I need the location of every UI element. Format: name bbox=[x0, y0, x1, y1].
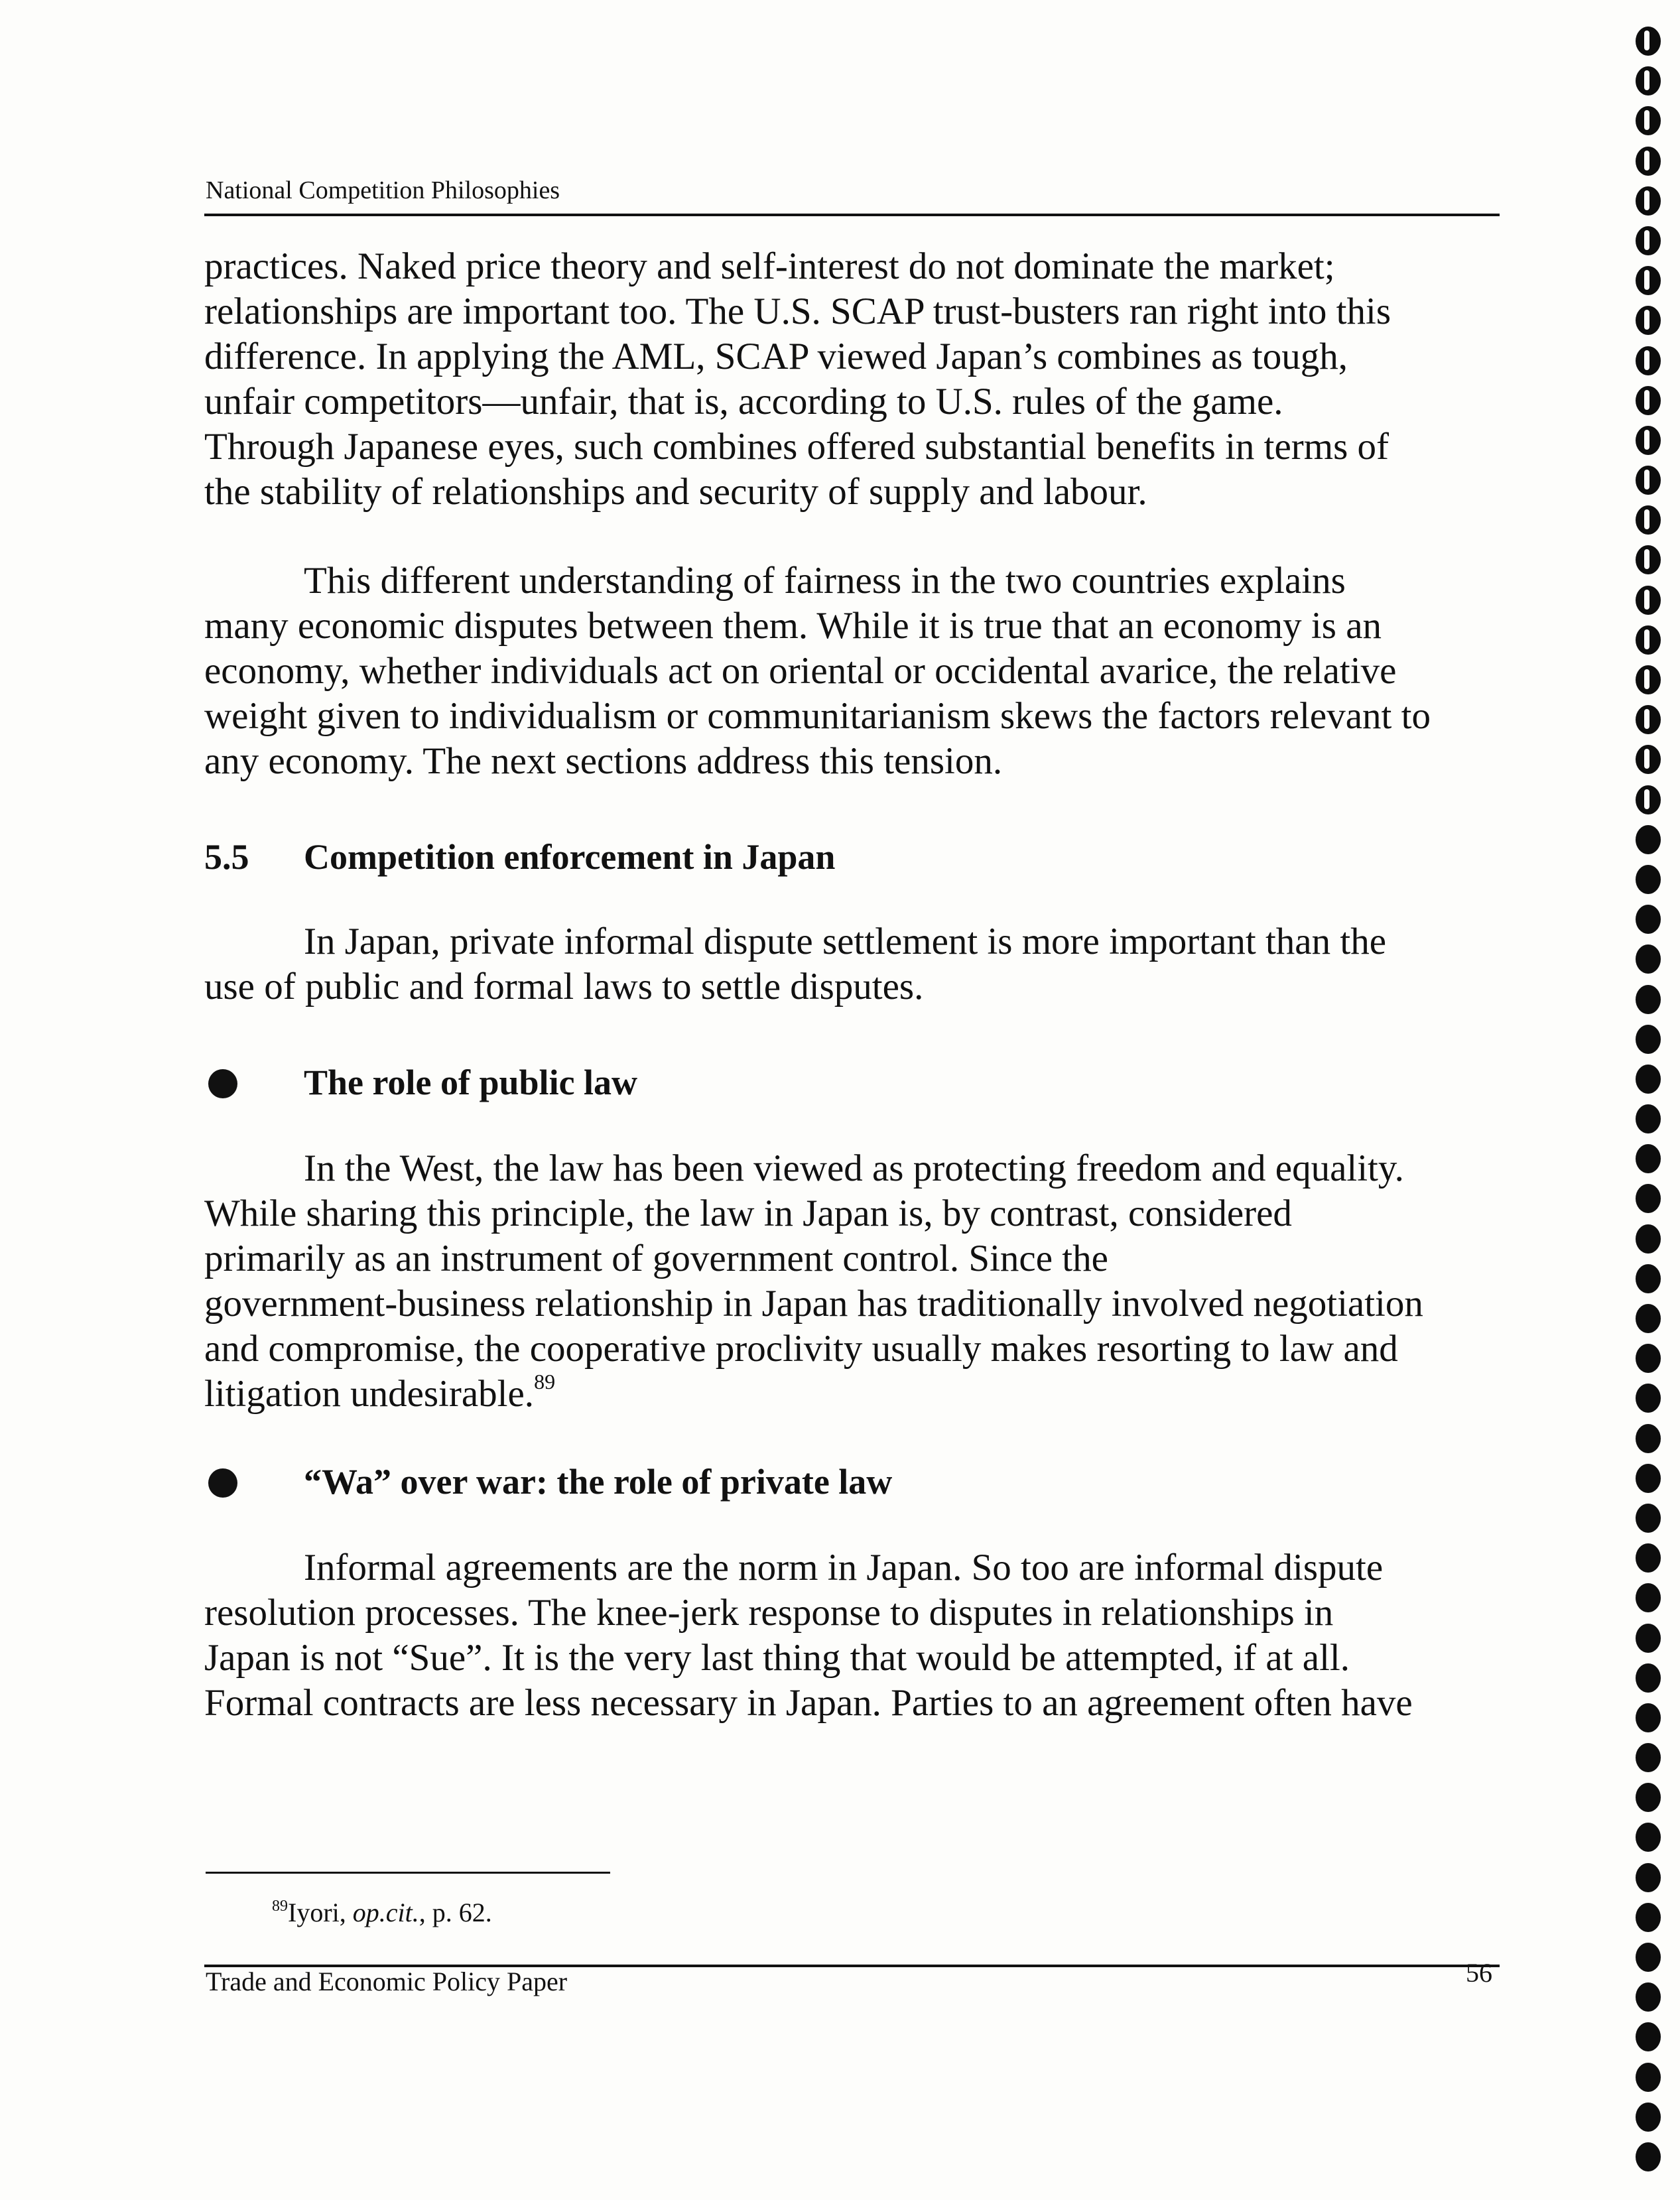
binding-hole bbox=[1636, 825, 1661, 854]
paragraph-1 bbox=[204, 244, 1504, 515]
binding-hole bbox=[1636, 1663, 1661, 1693]
bullet-icon bbox=[208, 1468, 237, 1498]
binding-hole bbox=[1636, 1624, 1661, 1653]
paragraph-line: economy, whether individuals act on oriental or occidental avarice, the relative bbox=[204, 650, 1397, 692]
section-title: Competition enforcement in Japan bbox=[304, 837, 836, 877]
paragraph-line: government-business relationship in Japan has traditionally involved negotiation bbox=[204, 1283, 1423, 1325]
footnote-number: 89 bbox=[272, 1898, 288, 1915]
paragraph-line: This different understanding of fairness in the two countries explains bbox=[304, 560, 1346, 602]
footnote-source: op.cit. bbox=[352, 1898, 419, 1927]
paragraph-line: practices. Naked price theory and self-interest do not dominate the market; bbox=[204, 245, 1335, 287]
footnote-author: Iyori, bbox=[288, 1898, 353, 1927]
paragraph-line: resolution processes. The knee-jerk response to disputes in relationships in bbox=[204, 1592, 1334, 1634]
paragraph-line: use of public and formal laws to settle disputes. bbox=[204, 966, 924, 1007]
binding-hole bbox=[1636, 665, 1661, 694]
paragraph-block-4 bbox=[204, 1146, 1504, 1417]
paragraph-line: While sharing this principle, the law in Japan is, by contrast, considered bbox=[204, 1193, 1292, 1234]
binding-hole bbox=[1636, 66, 1661, 96]
paragraph-line: difference. In applying the AML, SCAP viewed Japan’s combines as tough, bbox=[204, 336, 1348, 377]
binding-hole bbox=[1636, 745, 1661, 774]
bullet-heading-text: “Wa” over war: the role of private law bbox=[304, 1462, 893, 1502]
binding-hole bbox=[1636, 1304, 1661, 1333]
binding-hole bbox=[1636, 2142, 1661, 2171]
section-number: 5.5 bbox=[204, 837, 249, 877]
binding-hole bbox=[1636, 1104, 1661, 1133]
binding-hole bbox=[1636, 226, 1661, 255]
paragraph-line: unfair competitors—unfair, that is, according to U.S. rules of the game. bbox=[204, 381, 1283, 422]
paragraph-continued bbox=[204, 244, 1504, 515]
binding-hole bbox=[1636, 2103, 1661, 2132]
binding-hole bbox=[1636, 865, 1661, 894]
binding-hole bbox=[1636, 1903, 1661, 1932]
paragraph-line: relationships are important too. The U.S. SCAP trust-busters ran right into this bbox=[204, 291, 1391, 332]
binding-hole bbox=[1636, 1543, 1661, 1573]
binding-hole bbox=[1636, 1583, 1661, 1612]
binding-hole bbox=[1636, 147, 1661, 176]
binding-hole bbox=[1636, 346, 1661, 375]
binding-hole bbox=[1636, 1943, 1661, 1972]
binding-hole bbox=[1636, 1144, 1661, 1173]
footer-title: Trade and Economic Policy Paper bbox=[206, 1967, 568, 1996]
footnote-rule bbox=[206, 1872, 610, 1874]
binding-hole bbox=[1636, 1863, 1661, 1892]
paragraph-block-5 bbox=[204, 1545, 1504, 1726]
header-rule bbox=[204, 214, 1500, 216]
section-heading bbox=[204, 834, 835, 879]
binding-hole bbox=[1636, 2063, 1661, 2092]
binding-hole bbox=[1636, 186, 1661, 216]
binding-hole bbox=[1636, 785, 1661, 814]
paragraph-line: In the West, the law has been viewed as protecting freedom and equality. bbox=[304, 1147, 1404, 1189]
bullet-icon bbox=[208, 1069, 237, 1098]
paragraph-line: Informal agreements are the norm in Japan. So too are informal dispute bbox=[304, 1547, 1384, 1588]
paragraph-line-last bbox=[204, 1372, 1504, 1417]
paragraph-2 bbox=[204, 558, 1504, 784]
paragraph-line: In Japan, private informal dispute settlement is more important than the bbox=[304, 921, 1386, 962]
paragraph-line: any economy. The next sections address this tension. bbox=[204, 740, 1003, 782]
paragraph-block-2 bbox=[204, 558, 1504, 784]
paragraph-line: Japan is not “Sue”. It is the very last thing that would be attempted, if at all. bbox=[204, 1637, 1350, 1679]
binding-hole bbox=[1636, 944, 1661, 974]
paragraph-block-3 bbox=[204, 919, 1504, 1009]
binding-hole bbox=[1636, 1264, 1661, 1293]
binding-hole bbox=[1636, 466, 1661, 495]
binding-hole bbox=[1636, 1743, 1661, 1772]
paragraph-5 bbox=[204, 1545, 1504, 1726]
binding-hole bbox=[1636, 1504, 1661, 1533]
binding-hole bbox=[1636, 1025, 1661, 1054]
binding-hole bbox=[1636, 1424, 1661, 1453]
binding-hole bbox=[1636, 705, 1661, 734]
paragraph-line: and compromise, the cooperative proclivity usually makes resorting to law and bbox=[204, 1328, 1398, 1370]
binding-hole bbox=[1636, 545, 1661, 574]
footnote bbox=[272, 1897, 492, 1928]
binding-hole bbox=[1636, 1783, 1661, 1812]
paragraph-3 bbox=[204, 919, 1504, 1009]
binding-hole bbox=[1636, 1703, 1661, 1732]
binding-hole bbox=[1636, 386, 1661, 415]
binding-hole bbox=[1636, 1184, 1661, 1213]
paragraph-line: Formal contracts are less necessary in Japan. Parties to an agreement often have bbox=[204, 1682, 1413, 1724]
binding-hole bbox=[1636, 1823, 1661, 1852]
binding-hole bbox=[1636, 2022, 1661, 2051]
binding-hole bbox=[1636, 586, 1661, 615]
paragraph-text: litigation undesirable. bbox=[204, 1373, 535, 1415]
binding-hole bbox=[1636, 1344, 1661, 1373]
bullet-heading-text: The role of public law bbox=[304, 1063, 638, 1102]
binding-hole bbox=[1636, 1065, 1661, 1094]
footnote-reference: 89 bbox=[534, 1370, 556, 1393]
page-number: 56 bbox=[1466, 1958, 1492, 1988]
binding-hole bbox=[1636, 426, 1661, 455]
bullet-heading-public-law bbox=[204, 1060, 1000, 1105]
binding-hole bbox=[1636, 306, 1661, 335]
binding-hole bbox=[1636, 106, 1661, 135]
footnote-rest: , p. 62. bbox=[419, 1898, 492, 1927]
paragraph-4 bbox=[204, 1146, 1504, 1417]
paragraph-line: weight given to individualism or communitarianism skews the factors relevant to bbox=[204, 695, 1431, 737]
bullet-heading-private-law bbox=[204, 1459, 1133, 1504]
binding-hole bbox=[1636, 1982, 1661, 2012]
binding-hole bbox=[1636, 27, 1661, 56]
paragraph-line: many economic disputes between them. While it is true that an economy is an bbox=[204, 605, 1382, 647]
binding-hole bbox=[1636, 1224, 1661, 1254]
paragraph-line: the stability of relationships and security of supply and labour. bbox=[204, 471, 1147, 513]
binding-hole bbox=[1636, 1384, 1661, 1413]
binding-hole bbox=[1636, 266, 1661, 295]
binding-hole bbox=[1636, 505, 1661, 535]
binding-hole bbox=[1636, 985, 1661, 1014]
binding-hole bbox=[1636, 905, 1661, 934]
spiral-binding bbox=[1633, 27, 1673, 2189]
paragraph-line: Through Japanese eyes, such combines offered substantial benefits in terms of bbox=[204, 426, 1389, 468]
binding-hole bbox=[1636, 1464, 1661, 1493]
binding-hole bbox=[1636, 625, 1661, 655]
paragraph-line: primarily as an instrument of government control. Since the bbox=[204, 1238, 1108, 1279]
running-header: National Competition Philosophies bbox=[206, 176, 560, 204]
